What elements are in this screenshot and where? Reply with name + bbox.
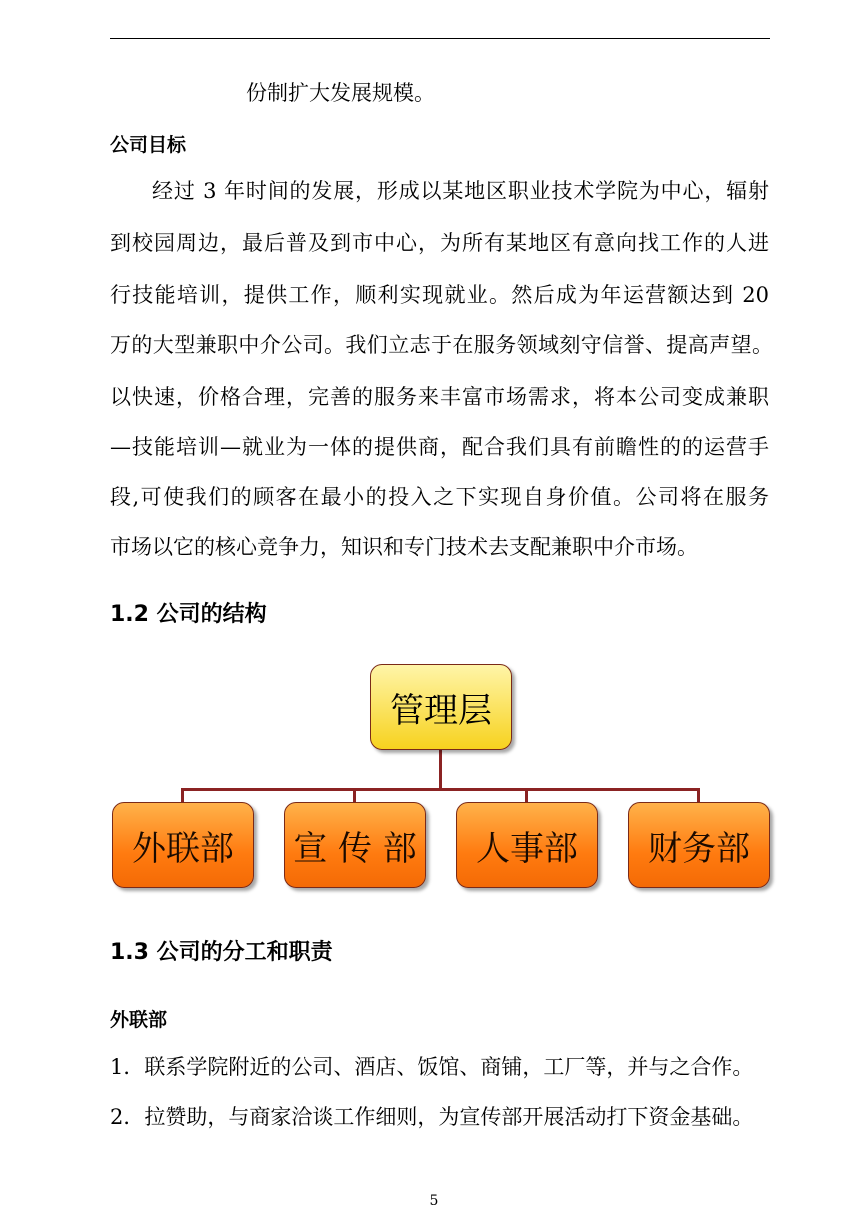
paragraph-line: 到校园周边，最后普及到市中心，为所有某地区有意向找工作的人进 bbox=[110, 231, 769, 255]
paragraph-line: —技能培训—就业为一体的提供商，配合我们具有前瞻性的的运营手 bbox=[110, 435, 769, 459]
paragraph-line: 以快速，价格合理，完善的服务来丰富市场需求，将本公司变成兼职 bbox=[110, 385, 769, 409]
connector-drop bbox=[353, 788, 356, 803]
header-rule bbox=[110, 38, 770, 39]
connector-vertical bbox=[439, 748, 442, 790]
goal-heading: 公司目标 bbox=[110, 134, 187, 156]
paragraph-line: 行技能培训，提供工作，顺利实现就业。然后成为年运营额达到 20 bbox=[110, 283, 769, 307]
org-node-dept: 财务部 bbox=[628, 802, 770, 888]
org-node-dept: 外联部 bbox=[112, 802, 254, 888]
paragraph-line: 市场以它的核心竞争力，知识和专门技术去支配兼职中介市场。 bbox=[110, 535, 698, 559]
org-node-dept: 人事部 bbox=[456, 802, 598, 888]
duty-item: 1．联系学院附近的公司、酒店、饭馆、商铺，工厂等，并与之合作。 bbox=[110, 1055, 754, 1079]
paragraph-line: 万的大型兼职中介公司。我们立志于在服务领域刻守信誉、提高声望。 bbox=[110, 333, 773, 357]
connector-drop bbox=[525, 788, 528, 803]
dept-heading: 外联部 bbox=[110, 1009, 168, 1031]
org-node-management: 管理层 bbox=[370, 664, 512, 750]
intro-line: 份制扩大发展规模。 bbox=[246, 81, 435, 105]
paragraph-line: 经过 3 年时间的发展，形成以某地区职业技术学院为中心，辐射 bbox=[152, 179, 769, 203]
connector-drop bbox=[181, 788, 184, 803]
org-node-dept: 宣 传 部 bbox=[284, 802, 426, 888]
connector-horizontal bbox=[181, 788, 700, 791]
page-number: 5 bbox=[429, 1193, 439, 1209]
paragraph-line: 段,可使我们的顾客在最小的投入之下实现自身价值。公司将在服务 bbox=[110, 485, 769, 509]
section-heading-structure: 1.2 公司的结构 bbox=[110, 602, 267, 627]
section-heading-duties: 1.3 公司的分工和职责 bbox=[110, 940, 333, 965]
connector-drop bbox=[697, 788, 700, 803]
duty-item: 2．拉赞助，与商家洽谈工作细则，为宣传部开展活动打下资金基础。 bbox=[110, 1105, 754, 1129]
